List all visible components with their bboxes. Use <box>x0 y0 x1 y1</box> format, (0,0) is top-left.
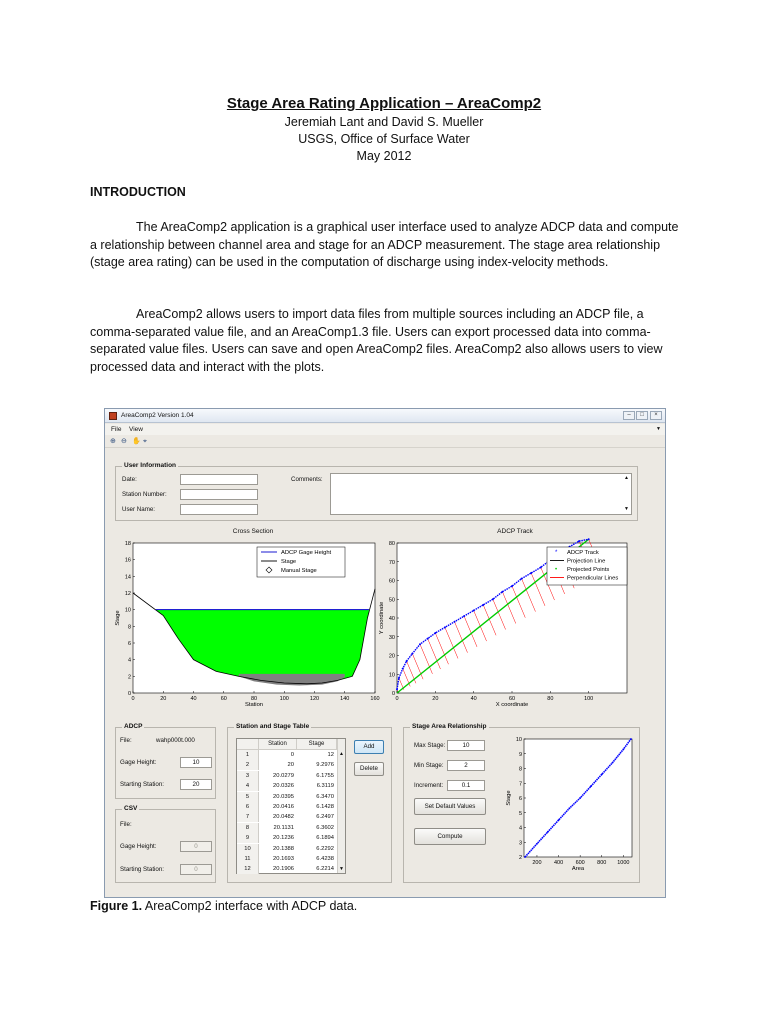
y-tick-label: 10 <box>515 737 522 743</box>
row-number: 6 <box>237 802 259 812</box>
document-title: Stage Area Rating Application – AreaComp2 <box>226 95 542 112</box>
legend-marker: • <box>555 567 558 573</box>
figure-caption <box>90 899 357 913</box>
track-point <box>419 643 421 645</box>
table-row[interactable] <box>237 792 337 802</box>
x-tick-label: 0 <box>131 696 135 702</box>
station-number-field[interactable] <box>180 489 258 500</box>
csv-file-label: File: <box>120 821 132 828</box>
section-heading: INTRODUCTION <box>90 185 186 199</box>
legend-entry: ADCP Track <box>567 550 599 556</box>
legend-entry: Stage <box>281 559 297 565</box>
track-point <box>406 660 408 662</box>
y-tick-label: 3 <box>518 840 522 847</box>
delete-button[interactable]: Delete <box>354 762 384 776</box>
stage-area-point <box>579 797 581 799</box>
row-number: 12 <box>237 864 259 874</box>
table-row[interactable] <box>237 781 337 791</box>
x-tick-label: 800 <box>597 860 607 866</box>
csv-gage-height-field[interactable]: 0 <box>180 841 212 852</box>
min-stage-label: Min Stage: <box>414 762 444 769</box>
table-row[interactable] <box>237 812 337 822</box>
row-number: 11 <box>237 854 259 864</box>
scroll-down-icon[interactable]: ▼ <box>339 866 344 872</box>
x-tick-label: 80 <box>250 696 258 702</box>
legend-entry: ADCP Gage Height <box>281 550 332 556</box>
y-tick-label: 80 <box>388 541 395 547</box>
x-tick-label: 40 <box>470 696 477 702</box>
stage-area-point <box>622 748 624 750</box>
track-point <box>473 610 475 612</box>
x-axis-label: X coordinate <box>495 702 529 708</box>
track-point <box>398 677 400 679</box>
stage-area-point <box>558 819 560 821</box>
user-information-title: User Information <box>124 462 177 469</box>
track-point <box>454 621 456 623</box>
minimize-icon[interactable]: – <box>623 411 635 420</box>
track-point <box>427 638 429 640</box>
table-row[interactable] <box>237 760 337 770</box>
y-tick-label: 70 <box>388 559 395 566</box>
track-point <box>578 540 580 542</box>
stage-cell[interactable]: 6.2214 <box>316 866 334 873</box>
x-tick-label: 120 <box>309 696 320 702</box>
y-tick-label: 10 <box>124 607 131 614</box>
y-tick-label: 0 <box>391 691 395 697</box>
track-point <box>588 538 590 540</box>
station-stage-title: Station and Stage Table <box>236 723 310 730</box>
stage-area-point <box>547 831 549 833</box>
station-number-label: Station Number: <box>122 491 167 498</box>
track-point <box>501 591 503 593</box>
table-scrollbar[interactable] <box>337 739 345 873</box>
csv-starting-station-label: Starting Station: <box>120 866 165 873</box>
x-tick-label: 20 <box>432 696 439 702</box>
y-tick-label: 16 <box>124 557 131 564</box>
y-tick-label: 5 <box>518 810 522 817</box>
adcp-gage-height-field[interactable]: 10 <box>180 757 212 768</box>
max-stage-label: Max Stage: <box>414 742 446 749</box>
user-name-label: User Name: <box>122 506 156 513</box>
track-point <box>521 578 523 580</box>
y-tick-label: 4 <box>518 825 522 832</box>
x-tick-label: 160 <box>370 696 380 702</box>
track-point <box>492 598 494 600</box>
row-number: 9 <box>237 833 259 843</box>
cross-section-chart[interactable] <box>105 535 395 715</box>
station-cell[interactable]: 0 <box>290 752 294 758</box>
adcp-file-value: wahp000t.000 <box>156 737 195 744</box>
y-tick-label: 18 <box>124 541 131 547</box>
station-cell[interactable]: 20.1131 <box>273 824 294 831</box>
document-date: May 2012 <box>356 149 412 163</box>
adcp-file-label: File: <box>120 737 132 744</box>
min-stage-field[interactable]: 2 <box>447 760 485 771</box>
legend-marker: * <box>555 550 558 556</box>
track-point <box>434 632 436 634</box>
table-row[interactable] <box>237 823 337 833</box>
y-tick-label: 60 <box>388 578 395 585</box>
x-tick-label: 60 <box>508 696 516 702</box>
stage-cell[interactable]: 6.4238 <box>316 856 334 862</box>
legend-entry: Manual Stage <box>281 568 317 574</box>
stage-area-point <box>601 774 603 776</box>
x-axis-label: Station <box>244 702 264 708</box>
y-axis-label: Y coordinate <box>379 601 385 635</box>
x-tick-label: 100 <box>584 696 594 702</box>
track-point <box>444 626 446 628</box>
y-tick-label: 8 <box>518 766 522 773</box>
y-tick-label: 0 <box>127 691 131 697</box>
y-axis-label: Stage <box>506 790 512 806</box>
stage-area-point <box>524 856 526 858</box>
increment-label: Increment: <box>414 782 444 789</box>
table-row[interactable] <box>237 802 337 812</box>
stage-cell[interactable]: 6.3119 <box>316 783 334 790</box>
adcp-gage-height-label: Gage Height: <box>120 759 157 766</box>
comments-field[interactable] <box>330 473 632 515</box>
station-cell[interactable]: 20.1693 <box>273 856 294 862</box>
row-number: 3 <box>237 771 259 781</box>
x-tick-label: 60 <box>220 696 227 702</box>
y-tick-label: 14 <box>124 574 131 581</box>
station-cell[interactable]: 20 <box>287 762 294 769</box>
zoom-out-icon[interactable]: ⊖ <box>121 438 127 445</box>
track-point <box>396 688 398 690</box>
stage-area-point <box>612 762 614 764</box>
stage-cell[interactable]: 6.1894 <box>316 835 334 842</box>
row-number: 1 <box>237 750 259 760</box>
increment-field[interactable]: 0.1 <box>447 780 485 791</box>
caption-label: Figure 1. <box>90 899 143 913</box>
adcp-track-title: ADCP Track <box>497 528 533 535</box>
legend-entry: Perpendicular Lines <box>567 575 619 582</box>
station-column-header[interactable]: Station <box>259 739 297 750</box>
x-tick-label: 140 <box>340 696 350 702</box>
y-tick-label: 40 <box>388 616 395 622</box>
track-point <box>530 572 532 574</box>
track-point <box>511 585 513 587</box>
maximize-icon[interactable]: □ <box>636 411 648 420</box>
pan-icon[interactable]: ✋ <box>132 438 141 445</box>
stage-cell[interactable]: 6.3602 <box>316 824 334 831</box>
adcp-starting-station-label: Starting Station: <box>120 781 165 788</box>
table-row[interactable] <box>237 833 337 843</box>
zoom-in-icon[interactable]: ⊕ <box>110 438 116 445</box>
add-button[interactable]: Add <box>354 740 384 754</box>
track-point <box>482 604 484 606</box>
scroll-down-icon[interactable]: ▼ <box>624 506 629 512</box>
station-cell[interactable]: 20.0395 <box>273 793 294 800</box>
toolbar <box>105 436 665 448</box>
csv-gage-height-label: Gage Height: <box>120 843 157 850</box>
y-tick-label: 30 <box>388 634 395 641</box>
adcp-starting-station-field[interactable]: 20 <box>180 779 212 790</box>
row-number: 8 <box>237 823 259 833</box>
table-row[interactable] <box>237 854 337 864</box>
stage-area-point <box>568 807 570 809</box>
user-name-field[interactable] <box>180 504 258 515</box>
date-label: Date: <box>122 476 137 483</box>
stage-area-point <box>590 785 592 787</box>
y-tick-label: 20 <box>388 653 395 660</box>
window-title: AreaComp2 Version 1.04 <box>121 412 194 419</box>
station-cell[interactable]: 20.0279 <box>273 772 294 779</box>
station-cell[interactable]: 20.1388 <box>273 845 294 852</box>
y-axis-label: Stage <box>115 610 121 626</box>
x-tick-label: 200 <box>532 860 542 866</box>
station-cell[interactable]: 20.1906 <box>273 866 294 873</box>
adcp-track-chart[interactable] <box>367 535 657 715</box>
authors: Jeremiah Lant and David S. Mueller <box>284 115 484 129</box>
adcp-panel-title: ADCP <box>124 723 143 730</box>
row-number: 7 <box>237 812 259 822</box>
x-axis-label: Area <box>571 866 585 872</box>
stage-area-chart[interactable] <box>490 733 640 883</box>
stage-area-title: Stage Area Relationship <box>412 723 487 730</box>
x-tick-label: 400 <box>553 860 564 866</box>
adcp-panel <box>115 723 216 799</box>
legend-entry: Projected Points <box>567 567 610 573</box>
table-corner <box>237 739 259 750</box>
app-window-screenshot <box>104 408 666 898</box>
y-tick-label: 9 <box>518 751 522 758</box>
stage-cell[interactable]: 6.2497 <box>316 814 334 821</box>
menu-arrow-icon[interactable]: ▼ <box>656 426 661 432</box>
title-bar <box>105 409 665 423</box>
max-stage-field[interactable]: 10 <box>447 740 485 751</box>
stage-column-header[interactable]: Stage <box>297 739 337 750</box>
station-stage-table[interactable] <box>236 738 346 874</box>
menu-file[interactable]: File <box>111 426 122 433</box>
cross-section-title: Cross Section <box>232 528 274 535</box>
station-cell[interactable]: 20.0482 <box>273 814 294 821</box>
stage-cell[interactable]: 6.1755 <box>316 772 334 779</box>
table-row[interactable] <box>237 771 337 781</box>
legend-entry: Projection Line <box>567 558 606 565</box>
row-number: 2 <box>237 760 259 770</box>
scroll-up-icon[interactable]: ▲ <box>624 475 629 481</box>
intro-paragraph: The AreaComp2 application is a graphical user interface used to analyze ADCP data and compute a relationship between channel area and stage for an ADCP measurement. The stage area relationship (stage area rating) can be used in the computation of discharge using index-velocity methods. <box>90 220 679 270</box>
y-tick-label: 6 <box>127 641 131 647</box>
table-row[interactable] <box>237 750 337 760</box>
user-information-panel <box>115 462 638 521</box>
csv-panel <box>115 805 216 883</box>
y-tick-label: 2 <box>127 674 131 681</box>
stage-cell[interactable]: 6.2292 <box>316 845 334 852</box>
y-tick-label: 4 <box>127 657 131 664</box>
track-point <box>463 615 465 617</box>
x-tick-label: 600 <box>575 860 585 866</box>
stage-area-point <box>630 738 632 740</box>
track-point <box>402 668 404 670</box>
row-number: 10 <box>237 844 259 854</box>
matlab-app-icon <box>109 412 117 420</box>
menu-bar <box>105 424 665 435</box>
y-tick-label: 8 <box>127 624 131 631</box>
data-cursor-icon[interactable]: ⌖ <box>143 438 147 445</box>
table-row[interactable] <box>237 844 337 854</box>
close-icon[interactable]: × <box>650 411 662 420</box>
caption-text: AreaComp2 interface with ADCP data. <box>142 899 358 913</box>
y-tick-label: 2 <box>518 855 522 861</box>
row-number: 5 <box>237 792 259 802</box>
compute-button[interactable]: Compute <box>414 828 486 845</box>
csv-panel-title: CSV <box>124 805 138 812</box>
stage-cell[interactable]: 12 <box>327 752 334 758</box>
menu-view[interactable]: View <box>129 426 143 433</box>
station-cell[interactable]: 20.0326 <box>273 783 294 790</box>
row-number: 4 <box>237 781 259 791</box>
set-default-values-button[interactable]: Set Default Values <box>414 798 486 815</box>
scroll-up-icon[interactable]: ▲ <box>339 751 344 757</box>
table-row[interactable] <box>237 864 337 874</box>
stage-cell[interactable]: 6.1428 <box>316 804 334 810</box>
y-tick-label: 7 <box>518 781 522 788</box>
csv-starting-station-field[interactable]: 0 <box>180 864 212 875</box>
date-field[interactable] <box>180 474 258 485</box>
y-tick-label: 10 <box>388 672 395 679</box>
x-tick-label: 1000 <box>617 860 630 866</box>
x-tick-label: 40 <box>190 696 197 702</box>
y-tick-label: 50 <box>388 597 395 604</box>
station-cell[interactable]: 20.0416 <box>273 804 294 810</box>
station-cell[interactable]: 20.1236 <box>273 835 294 842</box>
organization: USGS, Office of Surface Water <box>298 132 470 146</box>
stage-cell[interactable]: 9.2976 <box>316 762 334 769</box>
x-tick-label: 0 <box>395 696 399 702</box>
x-tick-label: 20 <box>160 696 167 702</box>
stage-cell[interactable]: 6.3470 <box>316 793 334 800</box>
y-tick-label: 12 <box>124 591 131 597</box>
x-tick-label: 80 <box>547 696 554 702</box>
x-tick-label: 100 <box>279 696 289 702</box>
stage-area-point <box>536 843 538 845</box>
features-paragraph: AreaComp2 allows users to import data files from multiple sources including an ADCP file, a comma-separated value file, and an AreaComp1.3 file. Users can export processed data into comma-separated value files. Users can save and open AreaComp2 files. AreaComp2 also allows users to view processed data and interact with the plots. <box>90 307 663 374</box>
track-point <box>540 566 542 568</box>
track-point <box>411 653 413 655</box>
y-tick-label: 6 <box>518 796 522 802</box>
comments-label: Comments: <box>291 476 323 483</box>
